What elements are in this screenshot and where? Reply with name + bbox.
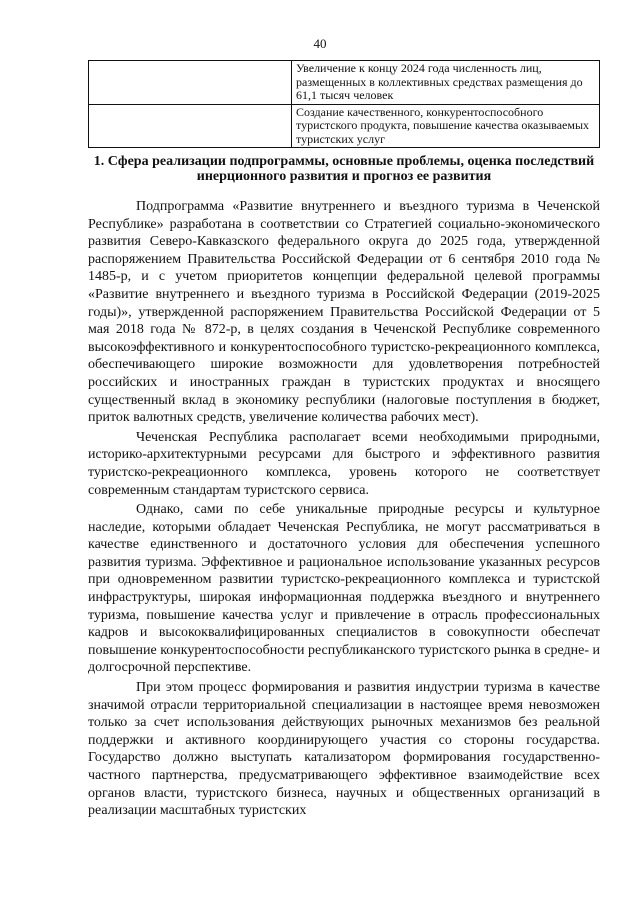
- table-row: [89, 61, 600, 105]
- paragraph: Однако, сами по себе уникальные природные ресурсы и культурное наследие, которыми обладает Чеченская Республика, не могут рассматриваться в качестве единственного и достаточного условия для обеспечения успешного развития туризма. Эффективное и рациональное использование указанных ресурсов при одновременном развитии туристско-рекреационного комплекса и туристской инфраструктуры, широкая информационная поддержка въездного и внутреннего туризма, повышение качества услуг и привлечение в отрасль профессиональных кадров и высококвалифицированных специалистов в совокупности обеспечат повышение конкурентоспособности республиканского туристского рынка в средне- и долгосрочной перспективе.: [88, 502, 600, 676]
- paragraph: Чеченская Республика располагает всеми необходимыми природными, историко-архитектурными ресурсами для быстрого и эффективного развития туристско-рекреационного комплекса, уровень которого не соответствует современным стандартам туристского сервиса.: [88, 429, 600, 498]
- table-cell-right: Создание качественного, конкурентоспособного туристского продукта, повышение качества оказываемых туристских услуг: [292, 104, 600, 148]
- paragraph: Подпрограмма «Развитие внутреннего и въездного туризма в Чеченской Республике» разработана в соответствии со Стратегией социально-экономического развития Северо-Кавказского федерального округа до 2025 года, утвержденной распоряжением Правительства Российской Федерации от 6 сентября 2010 года № 1485-р, и с учетом приоритетов концепции федеральной целевой программы «Развитие внутреннего и въездного туризма в Российской Федерации (2019-2025 годы)», утвержденной распоряжением Правительства Российской Федерации от 5 мая 2018 года № 872-р, в целях создания в Чеченской Республике современного высокоэффективного и конкурентоспособного туристско-рекреационного комплекса, обеспечивающего широкие возможности для удовлетворения потребностей российских и иностранных граждан в туристских продуктах и вносящего существенный вклад в экономику республики (налоговые поступления в бюджет, приток валютных средств, увеличение количества рабочих мест).: [88, 199, 600, 426]
- table-cell-left: [89, 61, 292, 105]
- page-number: 40: [313, 36, 327, 51]
- goals-table: [88, 60, 600, 148]
- paragraph: При этом процесс формирования и развития индустрии туризма в качестве значимой отрасли территориальной специализации в настоящее время невозможен только за счет использования действующих рыночных механизмов без реальной поддержки и активного координирующего участия со стороны государства. Государство должно выступать катализатором формирования государственно-частного партнерства, предусматривающего эффективное взаимодействие всех органов власти, туристского бизнеса, научных и общественных организаций в реализации масштабных туристских: [88, 680, 600, 819]
- body-text: [88, 198, 600, 822]
- table-cell-left: [89, 104, 292, 148]
- section-title: 1. Сфера реализации подпрограммы, основные проблемы, оценка последствий инерционного развития и прогноз ее развития: [93, 154, 595, 184]
- table-row: [89, 104, 600, 148]
- table-cell-right: Увеличение к концу 2024 года численность лиц, размещенных в коллективных средствах размещения до 61,1 тысяч человек: [292, 61, 600, 105]
